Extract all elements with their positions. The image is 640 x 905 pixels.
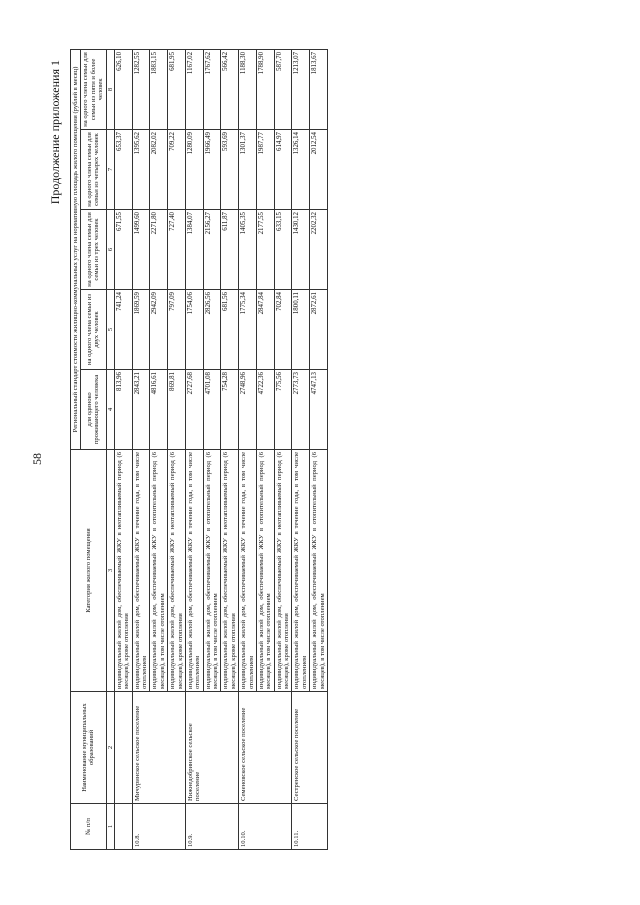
col-index: 1 <box>106 804 114 850</box>
value-cell: 2082,02 <box>150 130 168 210</box>
category-cell: индивидуальный жилой дом, обеспечиваемый ЖКУ в течение года, в том числе отоплением <box>239 450 257 692</box>
category-cell: индивидуальный жилой дом, обеспечиваемый ЖКУ в отопительный период (6 месяцев), в том числе отоплением <box>256 450 274 692</box>
value-cell: 1326,14 <box>292 130 310 210</box>
value-cell: 775,56 <box>274 370 292 450</box>
value-cell: 1800,11 <box>292 290 310 370</box>
header-three: на одного члена семьи для семьи из трех человек <box>81 210 106 290</box>
category-cell: индивидуальный жилой дом, обеспечиваемый ЖКУ в неотапливаемый период (6 месяцев), кроме отопления <box>168 450 186 692</box>
value-cell: 626,10 <box>114 49 132 129</box>
col-index: 8 <box>106 49 114 129</box>
value-cell: 2872,61 <box>310 290 328 370</box>
value-cell: 593,69 <box>221 130 239 210</box>
value-cell: 741,24 <box>114 290 132 370</box>
value-cell: 1405,35 <box>239 210 257 290</box>
value-cell: 1754,06 <box>185 290 203 370</box>
value-cell: 1966,49 <box>203 130 221 210</box>
value-cell: 653,37 <box>114 130 132 210</box>
header-single: для одиноко проживающего человека <box>81 370 106 450</box>
value-cell: 4747,13 <box>310 370 328 450</box>
header-four: на одного члена семьи для семьи из четырех человек <box>81 130 106 210</box>
value-cell: 2748,96 <box>239 370 257 450</box>
category-cell: индивидуальный жилой дом, обеспечиваемый ЖКУ в неотапливаемый период (6 месяцев), кроме отопления <box>114 450 132 692</box>
value-cell: 1188,30 <box>239 49 257 129</box>
value-cell: 1767,62 <box>203 49 221 129</box>
col-index: 2 <box>106 692 114 804</box>
header-no: № п/п <box>71 804 107 850</box>
header-municipality: Наименование муниципальных образований <box>71 692 107 804</box>
category-cell: индивидуальный жилой дом, обеспечиваемый ЖКУ в течение года, в том числе отоплением <box>292 450 310 692</box>
value-cell: 2727,68 <box>185 370 203 450</box>
value-cell: 587,70 <box>274 49 292 129</box>
row-number: 10.10. <box>239 804 292 850</box>
value-cell: 4816,61 <box>150 370 168 450</box>
header-two: на одного члена семьи из двух человек <box>81 290 106 370</box>
value-cell: 869,81 <box>168 370 186 450</box>
value-cell: 813,96 <box>114 370 132 450</box>
value-cell: 633,15 <box>274 210 292 290</box>
value-cell: 681,56 <box>221 290 239 370</box>
value-cell: 611,87 <box>221 210 239 290</box>
page-number: 58 <box>30 453 44 465</box>
value-cell: 1167,02 <box>185 49 203 129</box>
value-cell: 671,55 <box>114 210 132 290</box>
value-cell: 2271,80 <box>150 210 168 290</box>
value-cell: 2202,32 <box>310 210 328 290</box>
value-cell: 2156,27 <box>203 210 221 290</box>
category-cell: индивидуальный жилой дом, обеспечиваемый ЖКУ в течение года, в том числе отоплением <box>132 450 150 692</box>
municipality-name: Семеновское сельское поселение <box>239 692 292 804</box>
value-cell: 1213,07 <box>292 49 310 129</box>
value-cell: 1282,55 <box>132 49 150 129</box>
value-cell: 797,09 <box>168 290 186 370</box>
value-cell: 2942,09 <box>150 290 168 370</box>
value-cell: 727,40 <box>168 210 186 290</box>
row-number: 10.8. <box>132 804 185 850</box>
value-cell: 614,97 <box>274 130 292 210</box>
value-cell: 1384,07 <box>185 210 203 290</box>
table-row <box>185 49 203 849</box>
value-cell: 709,22 <box>168 130 186 210</box>
value-cell: 566,42 <box>221 49 239 129</box>
category-cell: индивидуальный жилой дом, обеспечиваемый ЖКУ в течение года, в том числе отоплением <box>185 450 203 692</box>
category-cell: индивидуальный жилой дом, обеспечиваемый ЖКУ в отопительный период (6 месяцев), в том числе отоплением <box>310 450 328 692</box>
col-index: 4 <box>106 370 114 450</box>
value-cell: 754,28 <box>221 370 239 450</box>
value-cell: 2012,54 <box>310 130 328 210</box>
table-row <box>114 49 132 849</box>
value-cell: 4722,36 <box>256 370 274 450</box>
value-cell: 681,95 <box>168 49 186 129</box>
value-cell: 2826,56 <box>203 290 221 370</box>
category-cell: индивидуальный жилой дом, обеспечиваемый ЖКУ в отопительный период (6 месяцев), в том числе отоплением <box>203 450 221 692</box>
housing-cost-table <box>70 49 328 850</box>
municipality-name: Мичуринское сельское поселение <box>132 692 185 804</box>
value-cell: 1987,77 <box>256 130 274 210</box>
category-cell: индивидуальный жилой дом, обеспечиваемый ЖКУ в отопительный период (6 месяцев), в том числе отоплением <box>150 450 168 692</box>
header-category: Категория жилого помещения <box>71 450 107 692</box>
value-cell: 1301,37 <box>239 130 257 210</box>
value-cell: 1499,60 <box>132 210 150 290</box>
appendix-label: Продолжение приложения 1 <box>48 60 62 205</box>
value-cell: 702,84 <box>274 290 292 370</box>
value-cell: 1869,59 <box>132 290 150 370</box>
col-index: 7 <box>106 130 114 210</box>
category-cell: индивидуальный жилой дом, обеспечиваемый ЖКУ в неотапливаемый период (6 месяцев), кроме отопления <box>274 450 292 692</box>
table-row <box>239 49 257 849</box>
value-cell: 1813,67 <box>310 49 328 129</box>
value-cell: 4701,08 <box>203 370 221 450</box>
value-cell: 1775,34 <box>239 290 257 370</box>
value-cell: 2773,73 <box>292 370 310 450</box>
header-standard: Региональный стандарт стоимости жилищно-коммунальных услуг на нормативную площадь жилого помещения (рублей в месяц) <box>71 49 81 449</box>
municipality-name <box>114 692 132 804</box>
col-index: 3 <box>106 450 114 692</box>
value-cell: 1883,15 <box>150 49 168 129</box>
table-row <box>292 49 310 849</box>
col-index: 6 <box>106 210 114 290</box>
value-cell: 2847,84 <box>256 290 274 370</box>
row-number <box>114 804 132 850</box>
value-cell: 2177,55 <box>256 210 274 290</box>
value-cell: 2843,21 <box>132 370 150 450</box>
table-row <box>132 49 150 849</box>
value-cell: 1430,12 <box>292 210 310 290</box>
category-cell: индивидуальный жилой дом, обеспечиваемый ЖКУ в неотапливаемый период (6 месяцев), кроме отопления <box>221 450 239 692</box>
header-five: на одного члена семьи для семьи из пяти и более человек <box>81 49 106 129</box>
row-number: 10.9. <box>185 804 238 850</box>
value-cell: 1395,62 <box>132 130 150 210</box>
municipality-name: Нижнедобринское сельское поселение <box>185 692 238 804</box>
value-cell: 1280,09 <box>185 130 203 210</box>
municipality-name: Сестренское сельское поселение <box>292 692 328 804</box>
row-number: 10.11. <box>292 804 328 850</box>
col-index: 5 <box>106 290 114 370</box>
value-cell: 1788,90 <box>256 49 274 129</box>
